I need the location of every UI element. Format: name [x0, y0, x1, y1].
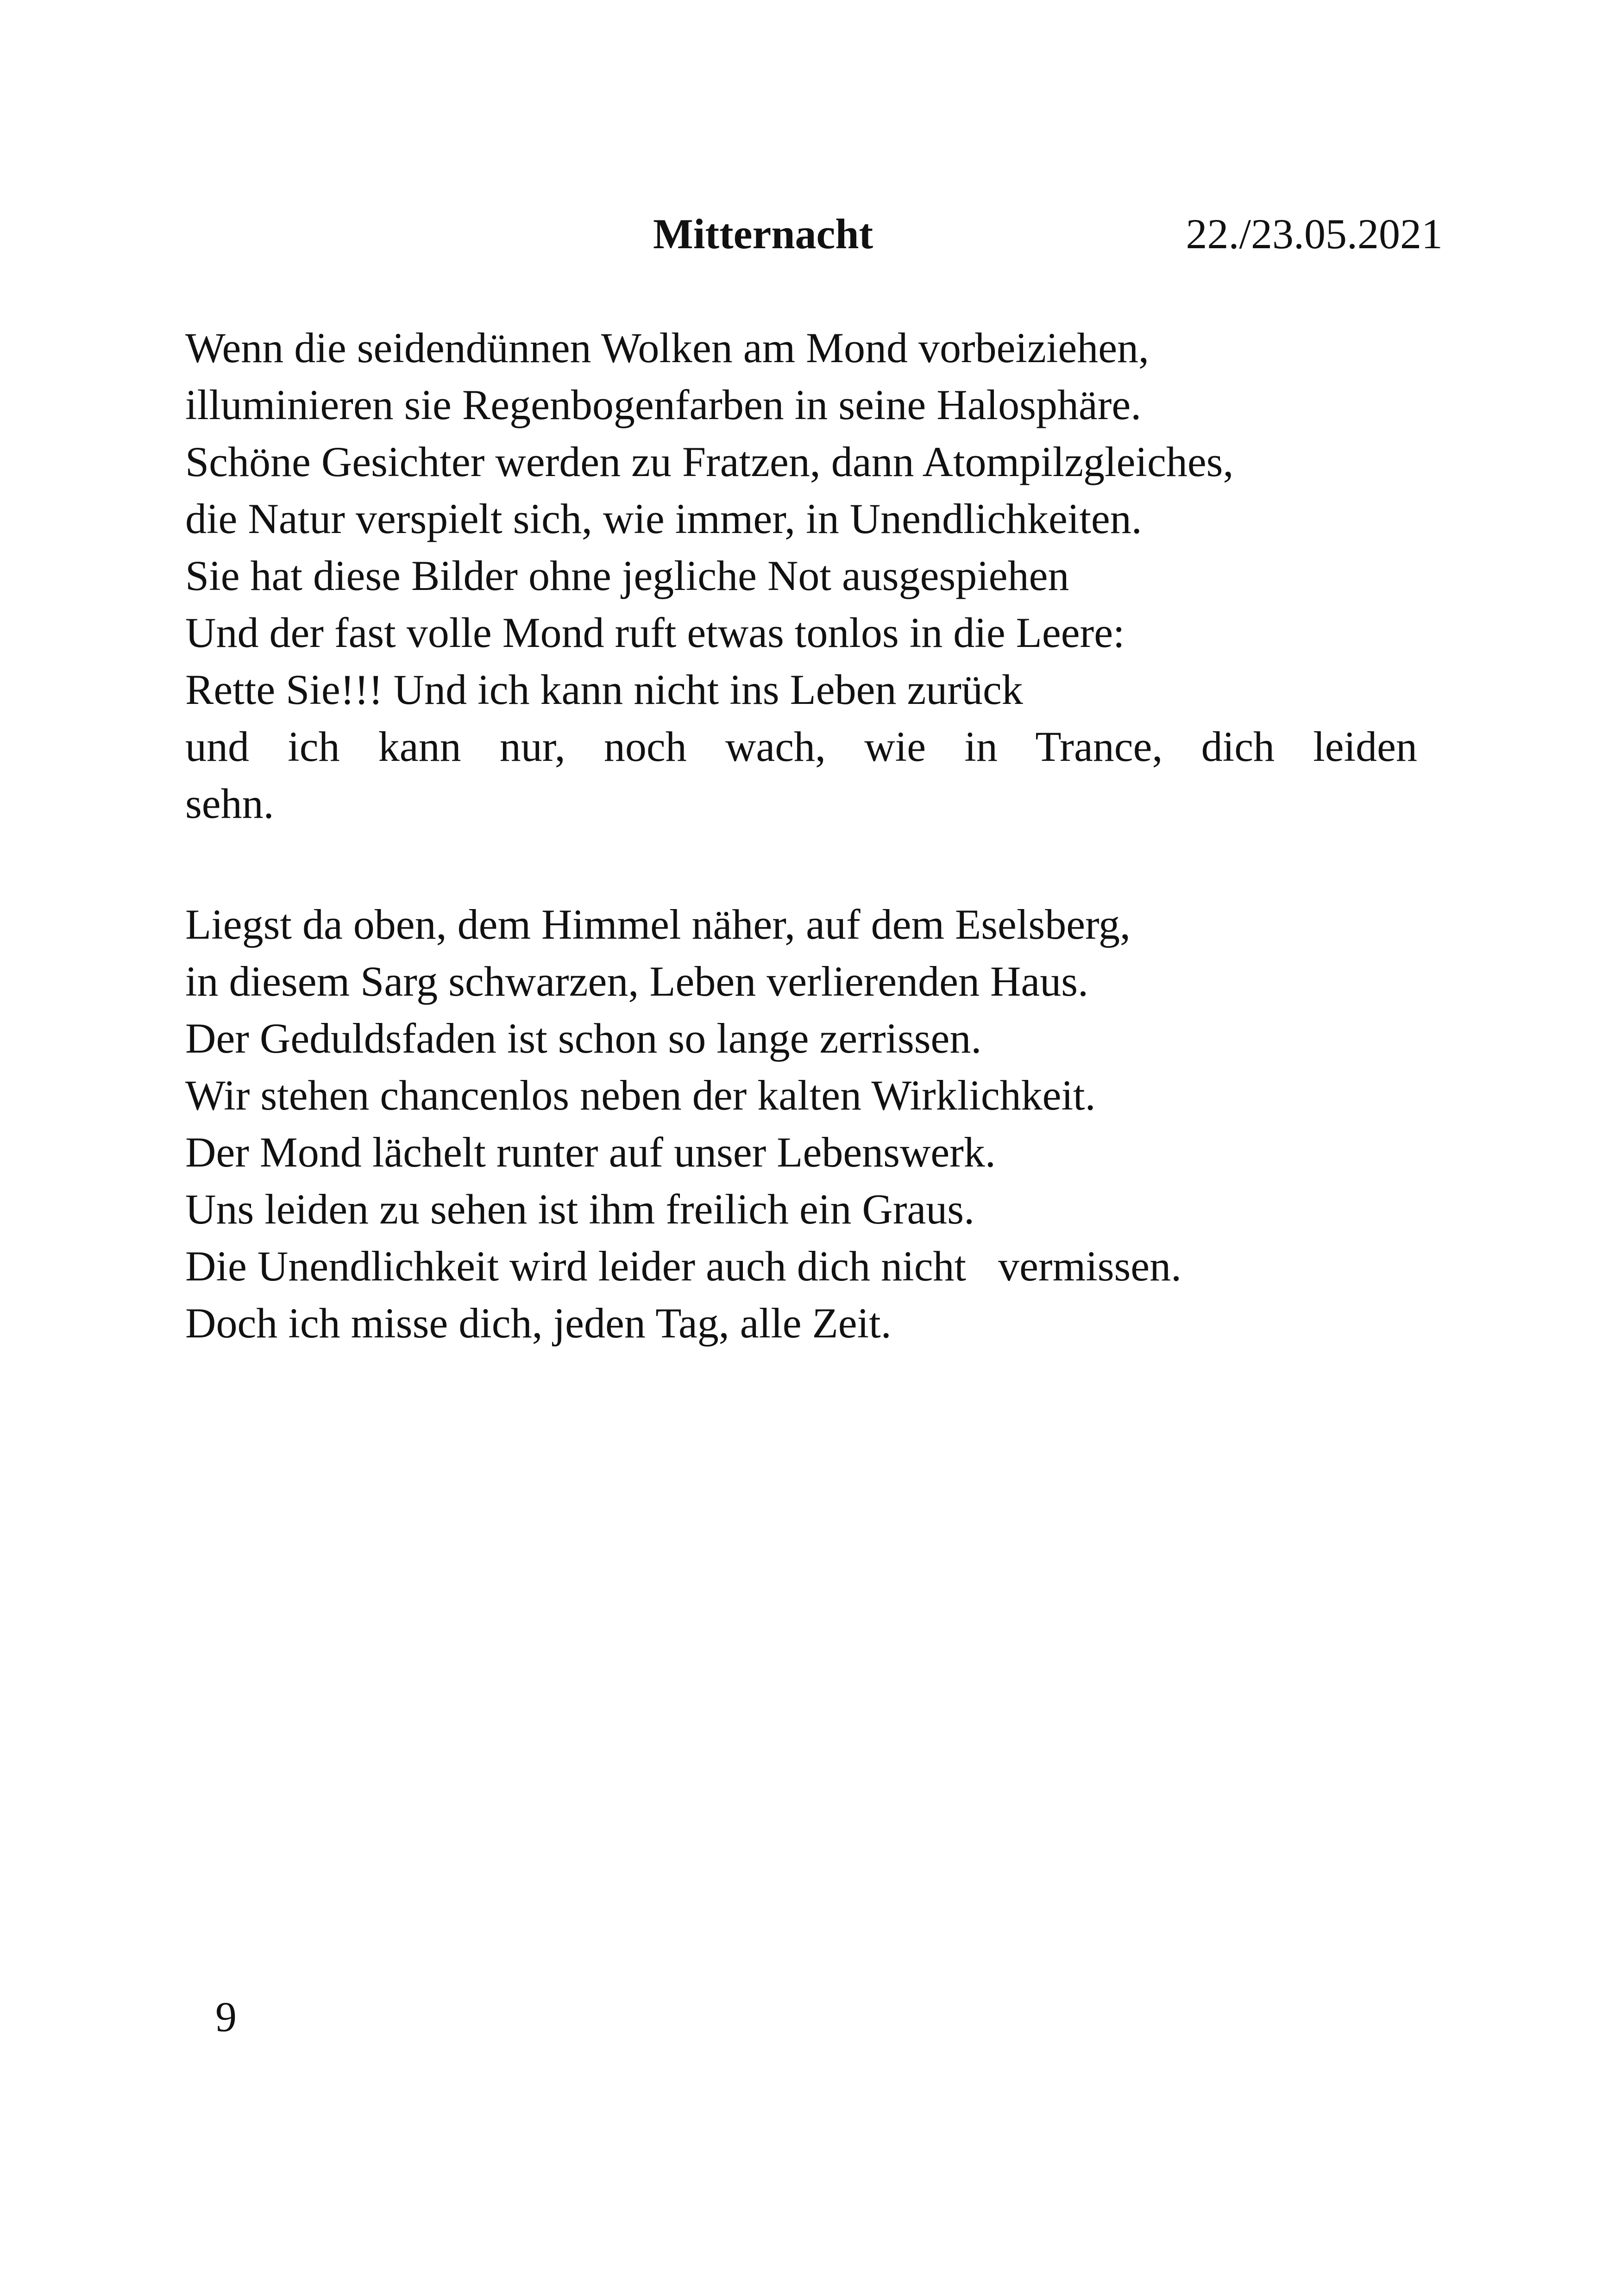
poem-line: sehn. — [185, 780, 274, 827]
poem-header — [0, 204, 1621, 264]
poem-line: Liegst da oben, dem Himmel näher, auf dem Eselsberg, — [185, 901, 1131, 948]
poem-title: Mitternacht — [653, 210, 873, 257]
poem-line: Und der fast volle Mond ruft etwas tonlos in die Leere: — [185, 609, 1125, 656]
poem-line: Der Geduldsfaden ist schon so lange zerrissen. — [185, 1015, 982, 1062]
poem-line: illuminieren sie Regenbogenfarben in seine Halosphäre. — [185, 381, 1142, 428]
poem-line: Wenn die seidendünnen Wolken am Mond vorbeiziehen, — [185, 324, 1150, 371]
poem-line: Der Mond lächelt runter auf unser Lebenswerk. — [185, 1129, 996, 1176]
poem-line: Uns leiden zu sehen ist ihm freilich ein Graus. — [185, 1186, 975, 1233]
poem-line: die Natur verspielt sich, wie immer, in Unendlichkeiten. — [185, 495, 1142, 542]
poem-line: in diesem Sarg schwarzen, Leben verlierenden Haus. — [185, 958, 1089, 1005]
stanza-1 — [185, 320, 1417, 832]
poem-line: Sie hat diese Bilder ohne jegliche Not ausgespiehen — [185, 552, 1069, 599]
poem-line: und ich kann nur, noch wach, wie in Trance, dich leiden — [185, 723, 1417, 770]
poem-line: Schöne Gesichter werden zu Fratzen, dann Atompilzgleiches, — [185, 438, 1234, 485]
poem-line: Die Unendlichkeit wird leider auch dich nicht vermissen. — [185, 1242, 1182, 1290]
poem-line: Doch ich misse dich, jeden Tag, alle Zeit. — [185, 1299, 892, 1347]
stanza-2 — [185, 896, 1417, 1352]
poem-line: Wir stehen chancenlos neben der kalten Wirklichkeit. — [185, 1072, 1096, 1119]
poem-date: 22./23.05.2021 — [1186, 210, 1443, 257]
poem-line: Rette Sie!!! Und ich kann nicht ins Leben zurück — [185, 666, 1023, 713]
page-number: 9 — [215, 1993, 237, 2040]
